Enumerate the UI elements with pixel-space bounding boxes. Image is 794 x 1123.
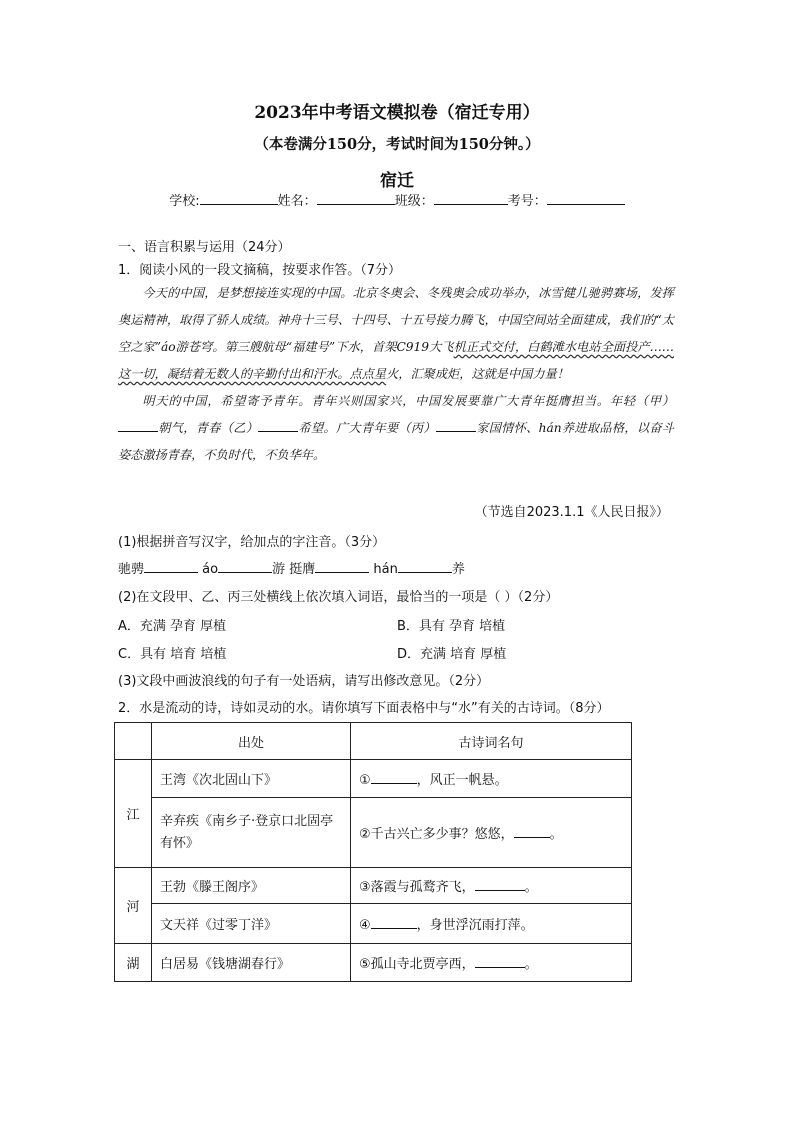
verse-cell: ⑤孤山寺北贾亭西， 。 (351, 944, 632, 982)
school-label: 学校: (169, 194, 200, 209)
source-cell: 辛弃疾《南乡子·登京口北固亭有怀》 (152, 798, 351, 868)
passage-paragraph-1: 今天的中国，是梦想接连实现的中国。北京冬奥会、冬残奥会成功举办，冰雪健儿驰骋赛场，发挥奥运精神，取得了骄人成绩。神舟十三号、十四号、十五号接力腾飞，中国空间站全面建成，我们的“太空之家”áo游苍穹。第三艘航母“福建号”下水，首架C919大飞机正式交付，白鹤滩水电站全面投产……这一切，凝结着无数人的辛勤付出和汗水。点点星火，汇聚成炬，这就是中国力量！ (118, 286, 675, 381)
source-cell: 王勃《滕王阁序》 (152, 868, 351, 904)
class-blank[interactable] (434, 192, 508, 205)
wavy-sentence: 机正式交付，白鹤滩水电站全面投产……这一切，凝结着无数人的辛勤付出和汗水。点点星 (118, 340, 674, 381)
table-header-source: 出处 (152, 723, 351, 760)
verse-cell: ① ，风正一帆悬。 (351, 760, 632, 798)
answer-blank[interactable] (144, 561, 198, 573)
sub-question-1: (1)根据拼音写汉字，给加点的字注音。（3分） (118, 535, 386, 550)
name-blank[interactable] (317, 192, 395, 205)
class-label: 班级： (394, 194, 434, 209)
source-cell: 白居易《钱塘湖春行》 (152, 944, 351, 982)
answer-blank[interactable] (315, 561, 369, 573)
exam-subtitle: （本卷满分150分，考试时间为150分钟。） (254, 136, 540, 153)
number-label: 考号： (507, 194, 547, 209)
number-blank[interactable] (547, 192, 625, 205)
passage (118, 280, 674, 469)
verse-cell: ②千古兴亡多少事？悠悠， 。 (351, 798, 632, 868)
category-cell: 江 (115, 760, 152, 868)
passage-source: （节选自2023.1.1《人民日报》） (474, 505, 669, 520)
table-header-row (115, 723, 632, 760)
table-row (115, 904, 632, 944)
passage-paragraph-2: 明天的中国，希望寄予青年。青年兴则国家兴，中国发展要靠广大青年挺膺担当。年轻（甲）朝气，青春（乙） 希望。广大青年要（丙） 家国情怀、hán养进取品格，以奋斗姿态激扬青春，不负时代，不负华年。 (118, 394, 675, 462)
sub-question-3: (3)文段中画波浪线的句子有一处语病，请写出修改意见。（2分） (118, 674, 490, 689)
verse-blank[interactable] (371, 917, 417, 929)
category-cell: 河 (115, 868, 152, 944)
sub-question-1-items: 驰骋 áo 游 挺膺 hán 养 (118, 562, 465, 577)
question-2-prompt: 2．水是流动的诗，诗如灵动的水。请你填写下面表格中与“水”有关的古诗词。（8分） (118, 701, 610, 716)
table-header-line: 古诗词名句 (351, 723, 632, 760)
blank-yi[interactable] (258, 420, 298, 432)
option-d[interactable]: D．充满 培育 厚植 (397, 647, 507, 662)
answer-blank[interactable] (398, 561, 452, 573)
table-row (115, 798, 632, 868)
section-heading: 一、语言积累与运用（24分） (118, 240, 291, 255)
blank-bing[interactable] (436, 420, 476, 432)
option-b[interactable]: B．具有 孕育 培植 (397, 619, 506, 634)
source-cell: 王湾《次北固山下》 (152, 760, 351, 798)
verse-cell: ④ ，身世浮沉雨打萍。 (351, 904, 632, 944)
option-c[interactable]: C．具有 培育 培植 (118, 647, 227, 662)
source-cell: 文天祥《过零丁洋》 (152, 904, 351, 944)
verse-blank[interactable] (475, 879, 525, 891)
category-cell: 湖 (115, 944, 152, 982)
table-header-corner (115, 723, 152, 760)
student-info-line (0, 190, 794, 209)
answer-blank[interactable] (218, 561, 272, 573)
verse-blank[interactable] (514, 826, 550, 838)
school-blank[interactable] (200, 192, 278, 205)
verse-blank[interactable] (371, 772, 417, 784)
sub-question-2: (2)在文段甲、乙、丙三处横线上依次填入词语，最恰当的一项是（ ）（2分） (118, 590, 559, 605)
verse-cell: ③落霞与孤鹜齐飞， 。 (351, 868, 632, 904)
poem-table (114, 722, 632, 982)
exam-title: 2023年中考语文模拟卷（宿迁专用） (254, 103, 540, 123)
exam-region: 宿迁 (380, 171, 414, 191)
verse-blank[interactable] (475, 956, 525, 968)
table-row (115, 868, 632, 904)
question-1-prompt: 1．阅读小风的一段文摘稿，按要求作答。（7分） (118, 263, 402, 278)
table-row (115, 760, 632, 798)
option-a[interactable]: A．充满 孕育 厚植 (118, 619, 227, 634)
blank-jia[interactable] (118, 420, 158, 432)
table-row (115, 944, 632, 982)
name-label: 姓名： (277, 194, 317, 209)
